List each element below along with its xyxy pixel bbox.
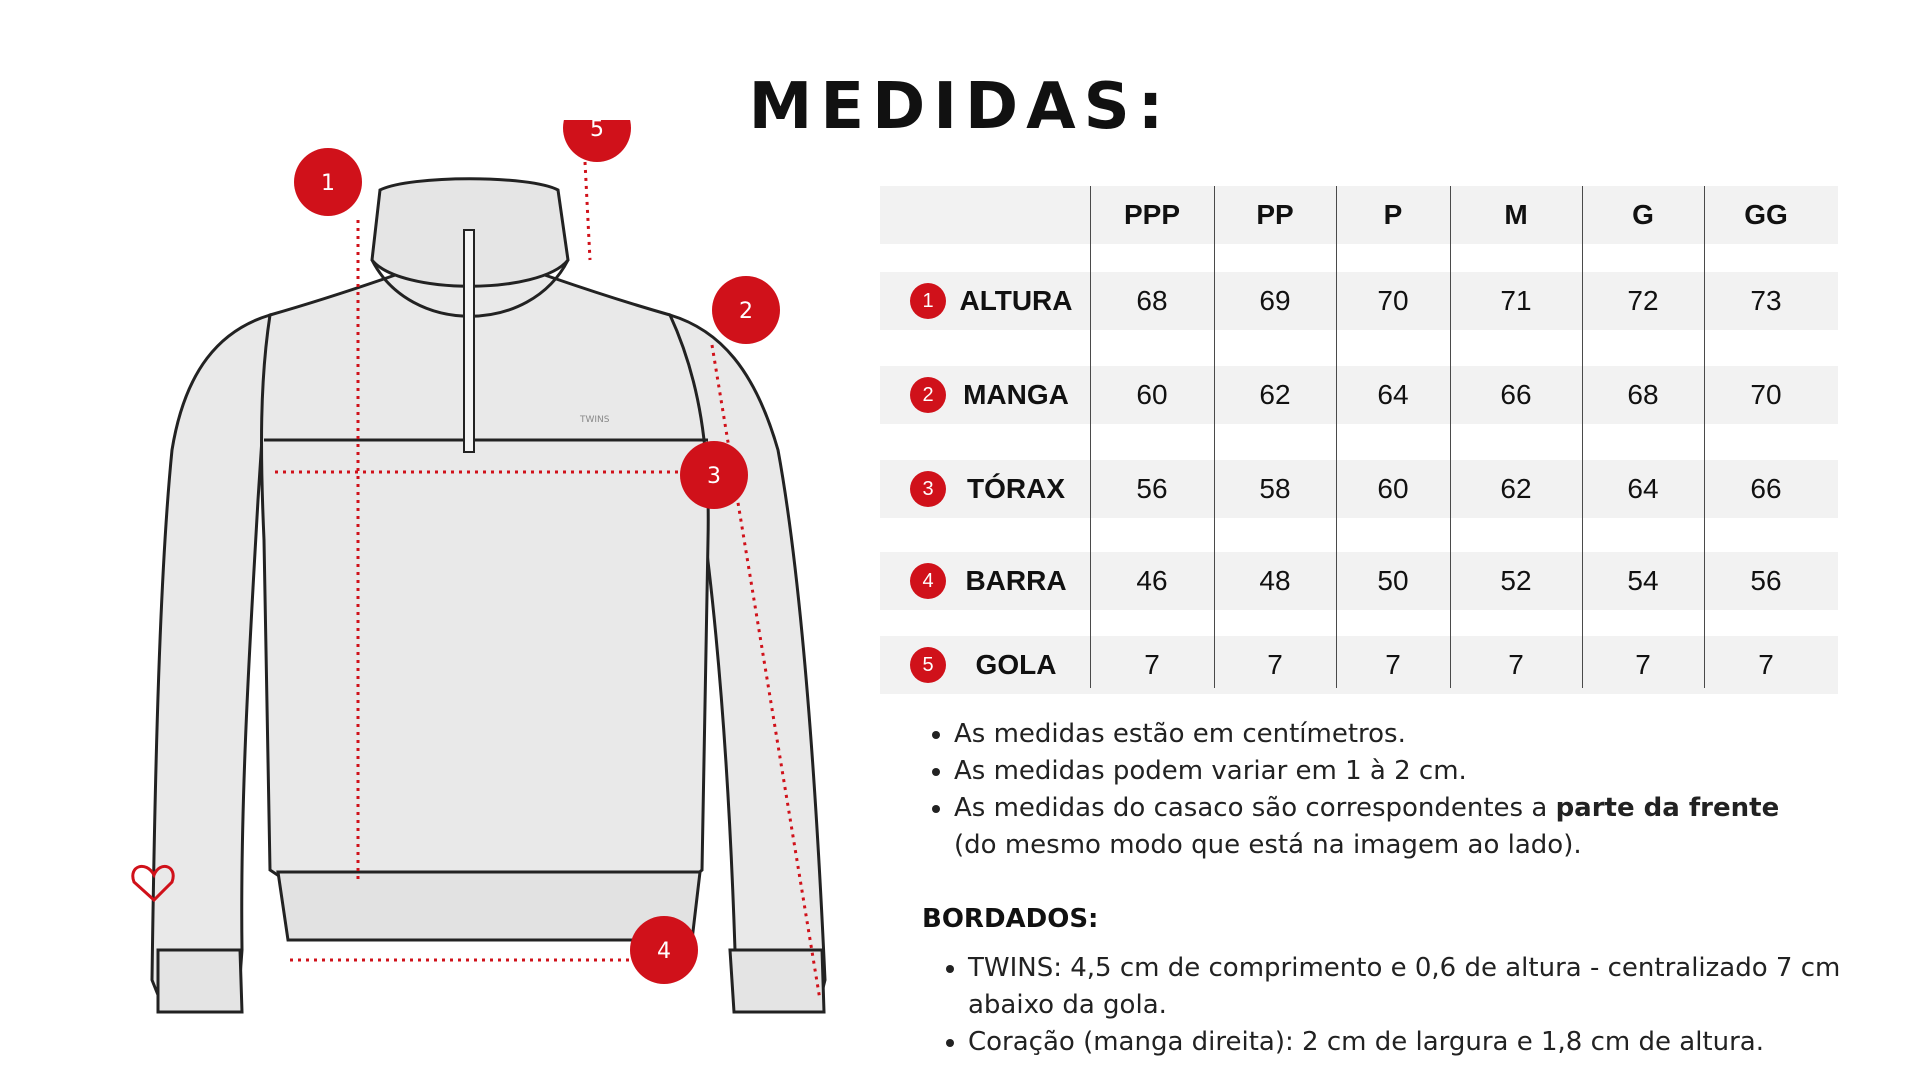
table-cell: 56	[1750, 565, 1782, 596]
table-cell: 7	[1267, 649, 1283, 680]
size-g: G	[1632, 199, 1654, 230]
table-cell: 64	[1627, 473, 1659, 504]
row-label: TÓRAX	[967, 473, 1065, 504]
table-row	[880, 552, 1838, 610]
table-cell: 58	[1259, 473, 1291, 504]
table-header-row	[880, 186, 1838, 244]
logo-text: TWINS	[580, 415, 610, 425]
marker-1: 1	[321, 171, 335, 196]
row-label: MANGA	[963, 379, 1069, 410]
table-cell: 60	[1136, 379, 1168, 410]
column-divider	[1336, 186, 1337, 688]
row-number: 3	[910, 471, 946, 507]
page-title: MEDIDAS:	[748, 70, 1172, 144]
table-cell: 69	[1259, 285, 1291, 316]
size-ppp: PPP	[1123, 199, 1181, 230]
table-cell: 7	[1385, 649, 1401, 680]
column-divider	[1704, 186, 1705, 688]
left-sleeve	[152, 315, 270, 1005]
size-gg: GG	[1744, 199, 1788, 230]
table-cell: 72	[1627, 285, 1659, 316]
marker-3: 3	[707, 464, 721, 489]
left-cuff	[158, 950, 242, 1012]
garment-diagram	[110, 120, 850, 1020]
table-cell: 7	[1635, 649, 1651, 680]
table-cell: 7	[1758, 649, 1774, 680]
row-number: 5	[910, 647, 946, 683]
right-cuff	[730, 950, 824, 1012]
note-item: • As medidas do casaco são correspondentes a parte da frente (do mesmo modo que está na imagem ao lado).	[954, 790, 1830, 864]
table-cell: 68	[1136, 285, 1168, 316]
table-cell: 70	[1750, 379, 1782, 410]
note-item: • As medidas podem variar em 1 à 2 cm.	[954, 753, 1830, 790]
table-cell: 50	[1377, 565, 1409, 596]
table-cell: 62	[1500, 473, 1532, 504]
size-pp: PP	[1256, 199, 1294, 230]
bordados-item: • TWINS: 4,5 cm de comprimento e 0,6 de altura - centralizado 7 cm abaixo da gola.	[968, 950, 1844, 1024]
column-divider	[1214, 186, 1215, 688]
table-cell: 64	[1377, 379, 1409, 410]
body	[262, 270, 709, 880]
table-cell: 7	[1144, 649, 1160, 680]
table-cell: 7	[1508, 649, 1524, 680]
zipper	[464, 230, 474, 452]
column-divider	[1582, 186, 1583, 688]
table-row	[880, 366, 1838, 424]
row-label: BARRA	[965, 565, 1067, 596]
row-label: GOLA	[975, 649, 1057, 680]
table-cell: 46	[1136, 565, 1168, 596]
table-cell: 66	[1500, 379, 1532, 410]
measurement-notes	[930, 716, 1830, 864]
marker-2: 2	[739, 299, 753, 324]
row-number: 1	[910, 283, 946, 319]
table-cell: 54	[1627, 565, 1659, 596]
table-cell: 70	[1377, 285, 1409, 316]
table-cell: 68	[1627, 379, 1659, 410]
bordados-notes	[944, 950, 1844, 1061]
table-cell: 66	[1750, 473, 1782, 504]
row-number: 4	[910, 563, 946, 599]
column-divider	[1450, 186, 1451, 688]
column-divider	[1090, 186, 1091, 688]
size-m: M	[1504, 199, 1528, 230]
bordados-item: • Coração (manga direita): 2 cm de largura e 1,8 cm de altura.	[968, 1024, 1844, 1061]
marker-4: 4	[657, 939, 671, 964]
collar-line	[585, 162, 590, 260]
table-row	[880, 272, 1838, 330]
table-row	[880, 460, 1838, 518]
table-cell: 48	[1259, 565, 1291, 596]
marker-5: 5	[590, 120, 604, 142]
table-cell: 52	[1500, 565, 1532, 596]
table-cell: 56	[1136, 473, 1168, 504]
size-p: P	[1383, 199, 1403, 230]
table-row	[880, 636, 1838, 694]
table-cell: 60	[1377, 473, 1409, 504]
row-number: 2	[910, 377, 946, 413]
row-label: ALTURA	[959, 285, 1073, 316]
bordados-title: BORDADOS:	[922, 904, 1099, 934]
note-item: • As medidas estão em centímetros.	[954, 716, 1830, 753]
table-cell: 71	[1500, 285, 1532, 316]
table-cell: 62	[1259, 379, 1291, 410]
table-cell: 73	[1750, 285, 1782, 316]
